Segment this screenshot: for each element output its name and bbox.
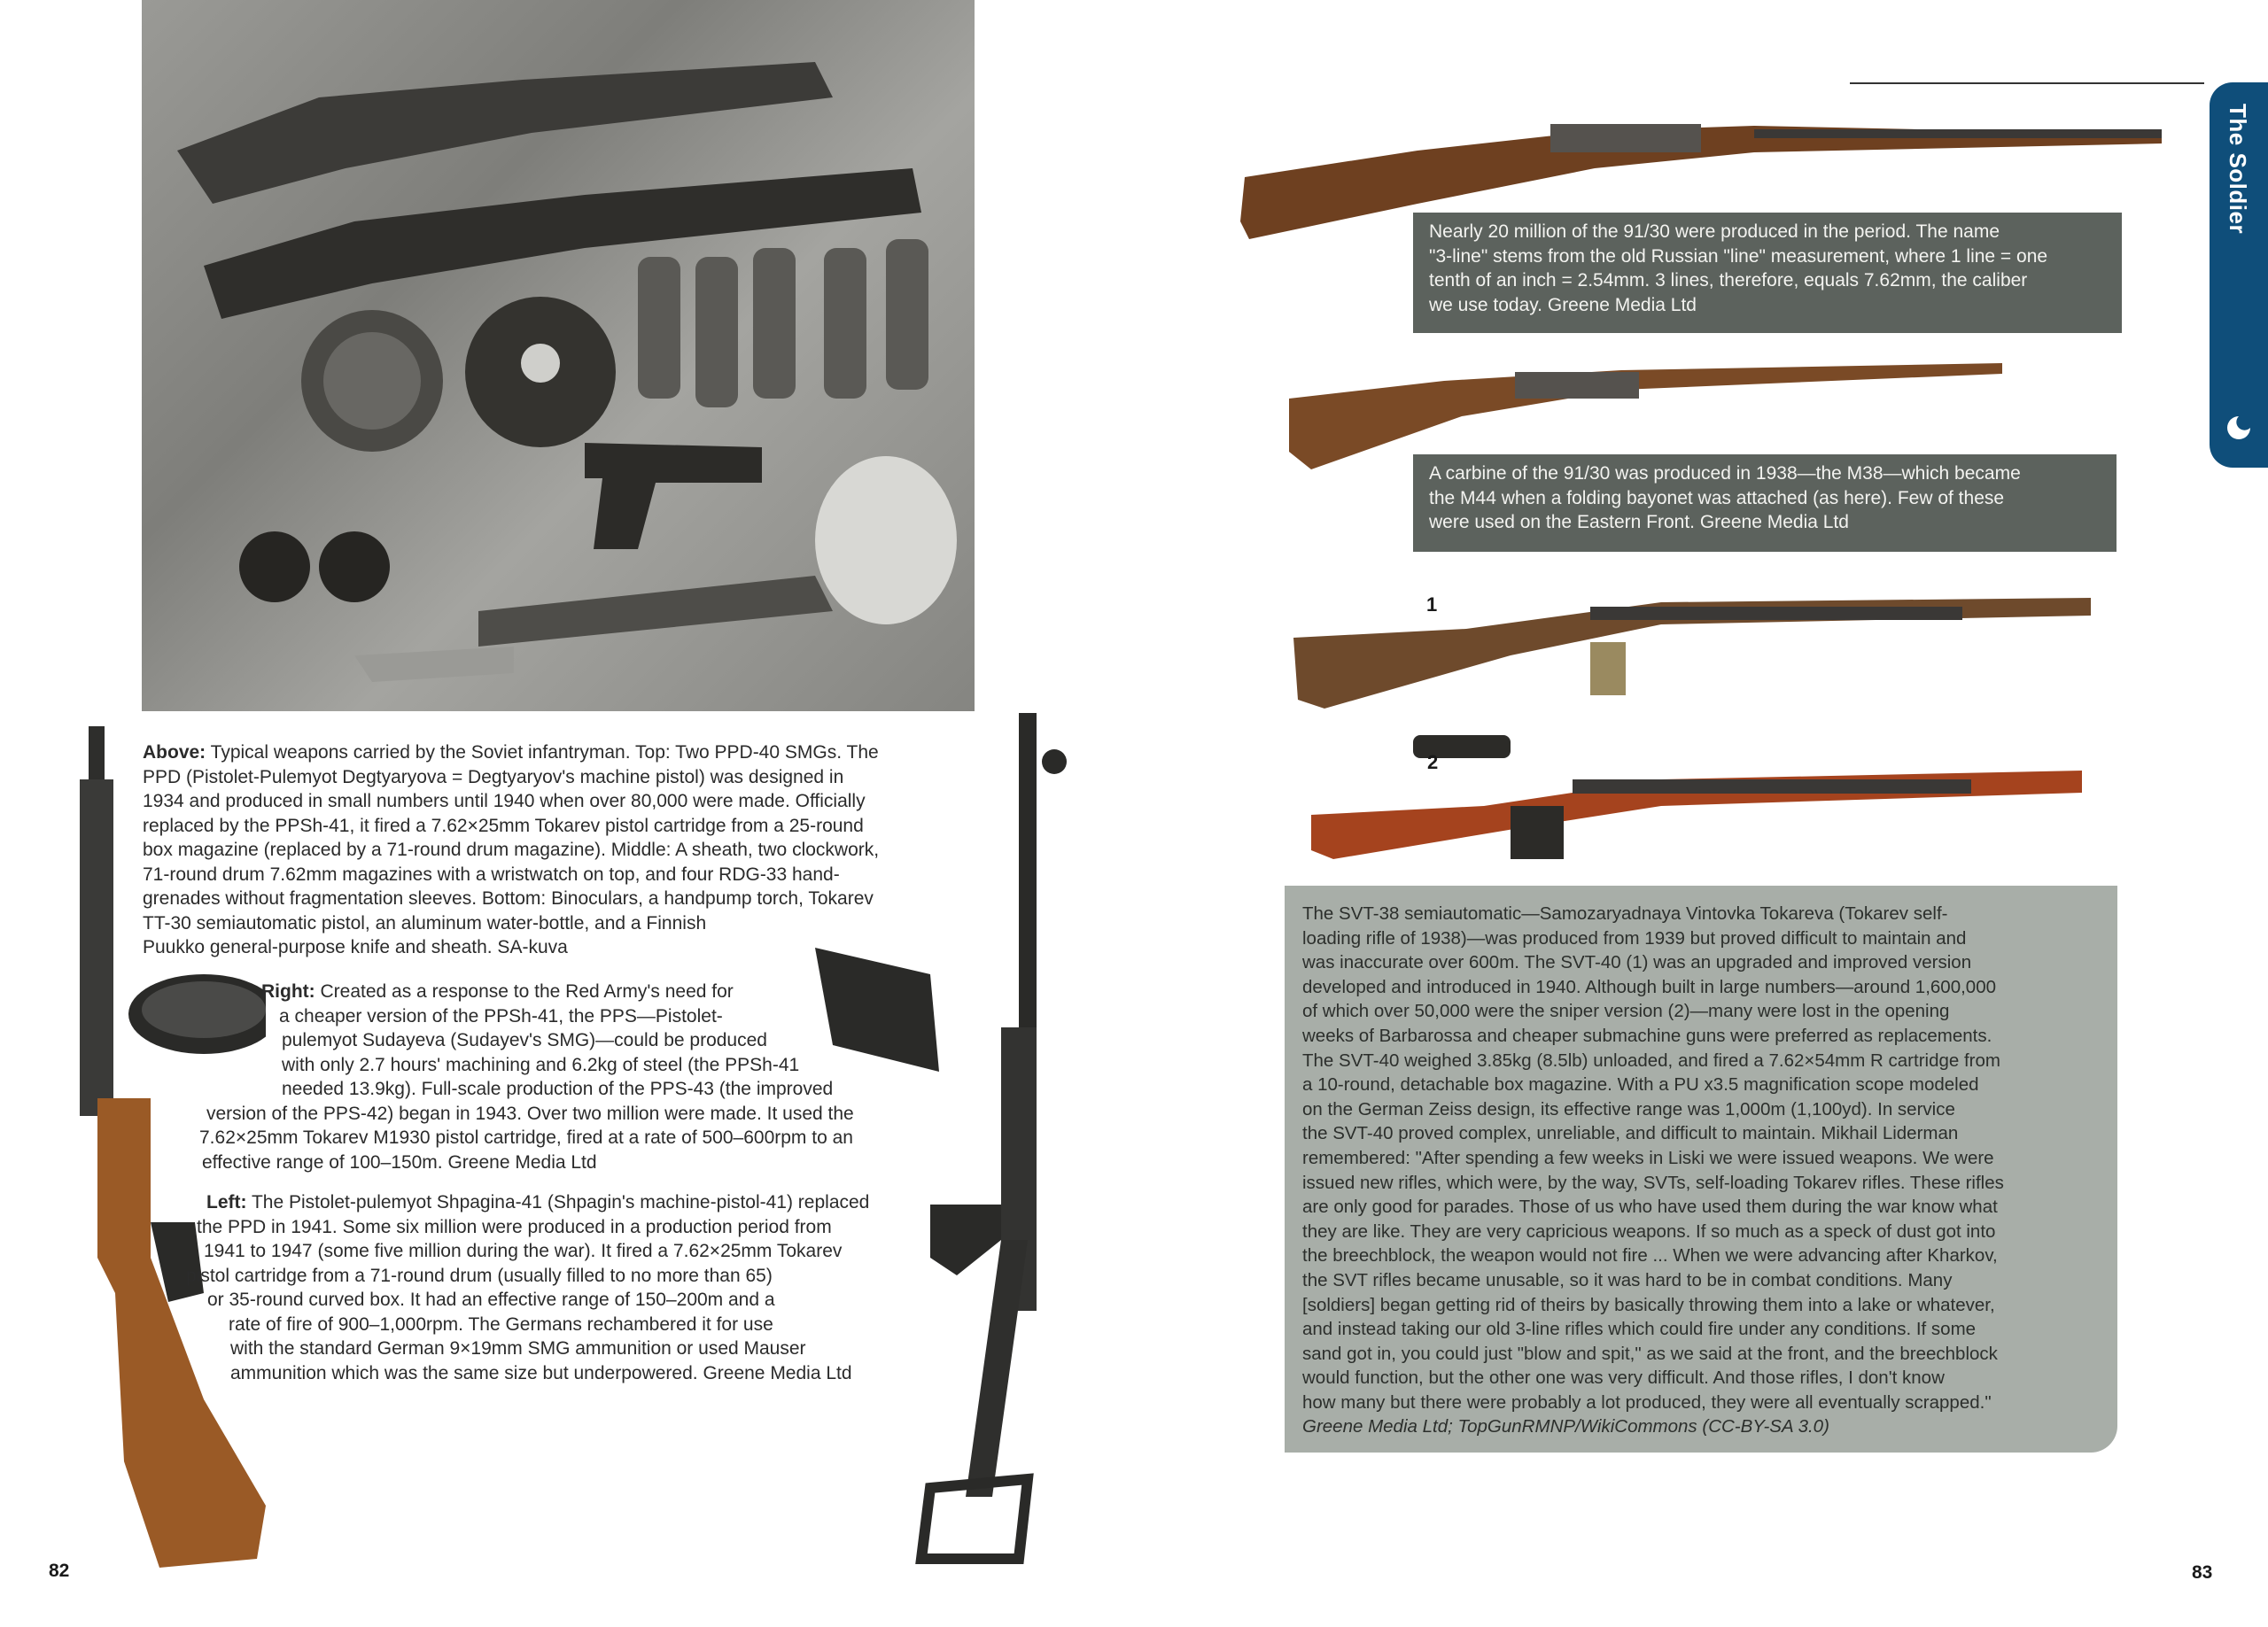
caption-line: were used on the Eastern Front. Greene Media Ltd <box>1429 512 1849 532</box>
caption-line: the breechblock, the weapon would not fire ... When we were advancing after Kharkov, <box>1302 1245 1998 1267</box>
caption-above <box>143 740 975 960</box>
caption-line: with the standard German 9×19mm SMG ammunition or used Mauser <box>230 1338 806 1359</box>
caption-line: replaced by the PPSh-41, it fired a 7.62×25mm Tokarev pistol cartridge from a 25-round <box>143 815 864 836</box>
caption-line: would function, but the other one was very difficult. And those rifles, I don't know <box>1302 1367 1945 1389</box>
caption-line: 71-round drum 7.62mm magazines with a wristwatch on top, and four RDG-33 hand- <box>143 864 840 885</box>
caption-line: remembered: "After spending a few weeks in Liski we were issued weapons. We were <box>1302 1147 1994 1168</box>
caption-left <box>0 1190 975 1385</box>
caption-line: 1934 and produced in small numbers until 1940 when over 80,000 were made. Officially <box>143 791 866 811</box>
page-number-left: 82 <box>49 1561 70 1581</box>
caption-line: tenth of an inch = 2.54mm. 3 lines, therefore, equals 7.62mm, the caliber <box>1429 270 2028 291</box>
caption-9130-box <box>1413 213 2122 333</box>
caption-line: Nearly 20 million of the 91/30 were produced in the period. The name <box>1429 221 2000 242</box>
caption-line: or 35-round curved box. It had an effective range of 150–200m and a <box>207 1290 775 1310</box>
section-tab-label: The Soldier <box>2225 104 2251 235</box>
caption-line: was inaccurate over 600m. The SVT-40 (1) was an upgraded and improved version <box>1302 952 1972 973</box>
caption-m38-box <box>1413 454 2117 552</box>
caption-line: how many but there were probably a lot produced, they were all eventually scrapped." <box>1302 1391 1992 1413</box>
caption-above-lead: Above: <box>143 742 206 763</box>
caption-line: box magazine (replaced by a 71-round drum magazine). Middle: A sheath, two clockwork, <box>143 840 880 860</box>
caption-line: issued new rifles, which were, by the way, SVTs, self-loading Tokarev rifles. These rifles <box>1302 1172 2004 1193</box>
caption-line: of which over 50,000 were the sniper version (2)—many were lost in the opening <box>1302 1001 1950 1022</box>
caption-line: the M44 when a folding bayonet was attached (as here). Few of these <box>1429 487 2005 508</box>
svt40-image <box>1289 576 2095 717</box>
caption-line: pulemyot Sudayeva (Sudayev's SMG)—could be produced <box>282 1030 767 1050</box>
caption-line: [soldiers] began getting rid of theirs by basically throwing them into a lake or whatever, <box>1302 1294 1995 1315</box>
caption-line: Created as a response to the Red Army's need for <box>320 981 734 1002</box>
section-tab <box>2210 82 2268 468</box>
caption-line: Greene Media Ltd; TopGunRMNP/WikiCommons (CC-BY-SA 3.0) <box>1302 1416 1829 1437</box>
caption-right-lead: Right: <box>261 981 315 1002</box>
caption-svt-box <box>1285 886 2117 1453</box>
svt-label-1: 1 <box>1426 593 1438 616</box>
caption-line: sand got in, you could just "blow and spit," as we said at the front, and the breechblock <box>1302 1343 1998 1364</box>
caption-line: The SVT-38 semiautomatic—Samozaryadnaya Vintovka Tokareva (Tokarev self- <box>1302 903 1948 924</box>
caption-line: and instead taking our old 3-line rifles which could fire under any conditions. If some <box>1302 1319 1977 1340</box>
caption-line: 7.62×25mm Tokarev M1930 pistol cartridge, fired at a rate of 500–600rpm to an <box>199 1127 853 1148</box>
caption-line: Typical weapons carried by the Soviet infantryman. Top: Two PPD-40 SMGs. The <box>210 742 879 763</box>
caption-line: "3-line" stems from the old Russian "line" measurement, where 1 line = one <box>1429 245 2048 267</box>
crescent-icon <box>2225 414 2253 442</box>
caption-line: rate of fire of 900–1,000rpm. The Germans rechambered it for use <box>229 1313 773 1335</box>
caption-line: The Pistolet-pulemyot Shpagina-41 (Shpagin's machine-pistol-41) replaced <box>251 1192 870 1213</box>
caption-line: pistol cartridge from a 71-round drum (usually filled to no more than 65) <box>186 1265 773 1286</box>
caption-line: TT-30 semiautomatic pistol, an aluminum water-bottle, and a Finnish <box>143 912 707 934</box>
caption-line: The SVT-40 weighed 3.85kg (8.5lb) unloaded, and fired a 7.62×54mm R cartridge from <box>1302 1050 2000 1071</box>
caption-line: the PPD in 1941. Some six million were produced in a production period from <box>197 1216 832 1237</box>
caption-line: weeks of Barbarossa and cheaper submachine guns were preferred as replacements. <box>1302 1025 1992 1046</box>
caption-line: effective range of 100–150m. Greene Media Ltd <box>202 1151 597 1173</box>
weapons-photo <box>142 0 975 711</box>
svt-label-2: 2 <box>1427 751 1439 773</box>
caption-line: developed and introduced in 1940. Although built in large numbers—around 1,600,000 <box>1302 976 1996 997</box>
caption-line: they are like. They are very capricious weapons. If so much as a speck of dust got into <box>1302 1220 1996 1242</box>
caption-line: ammunition which was the same size but underpowered. Greene Media Ltd <box>230 1362 852 1383</box>
caption-line: Puukko general-purpose knife and sheath. SA-kuva <box>143 937 568 957</box>
caption-line: 1941 to 1947 (some five million during the war). It fired a 7.62×25mm Tokarev <box>204 1241 843 1261</box>
caption-line: loading rifle of 1938)—was produced from 1939 but proved difficult to maintain and <box>1302 927 1967 949</box>
caption-left-lead: Left: <box>206 1192 247 1213</box>
caption-line: the SVT-40 proved complex, unreliable, and difficult to maintain. Mikhail Liderman <box>1302 1123 1959 1144</box>
caption-line: a 10-round, detachable box magazine. With a PU x3.5 magnification scope modeled <box>1302 1074 1979 1096</box>
caption-line: on the German Zeiss design, its effective range was 1,000m (1,100yd). In service <box>1302 1098 1955 1120</box>
page-number-right: 83 <box>2192 1562 2213 1583</box>
caption-line: PPD (Pistolet-Pulemyot Degtyaryova = Degtyaryov's machine pistol) was designed in <box>143 766 844 787</box>
caption-line: a cheaper version of the PPSh-41, the PPS—Pistolet- <box>279 1005 723 1027</box>
svt40-sniper-art <box>1307 726 2086 868</box>
svt40-sniper-image <box>1307 726 2086 868</box>
caption-line: A carbine of the 91/30 was produced in 1938—the M38—which became <box>1429 463 2021 484</box>
header-rule <box>1850 82 2204 84</box>
svt40-art <box>1289 576 2095 717</box>
caption-line: are only good for parades. Those of us who have used them during the war know what <box>1302 1197 1998 1218</box>
caption-right <box>0 980 975 1174</box>
caption-line: with only 2.7 hours' machining and 6.2kg of steel (the PPSh-41 <box>282 1054 800 1075</box>
caption-line: we use today. Greene Media Ltd <box>1429 294 1697 315</box>
caption-line: the SVT rifles became unusable, so it was hard to be in combat conditions. Many <box>1302 1269 1953 1290</box>
weapons-photo-art <box>142 0 975 711</box>
caption-line: grenades without fragmentation sleeves. Bottom: Binoculars, a handpump torch, Tokarev <box>143 888 874 909</box>
caption-line: needed 13.9kg). Full-scale production of the PPS-43 (the improved <box>282 1079 834 1099</box>
caption-line: version of the PPS-42) began in 1943. Over two million were made. It used the <box>206 1103 854 1124</box>
